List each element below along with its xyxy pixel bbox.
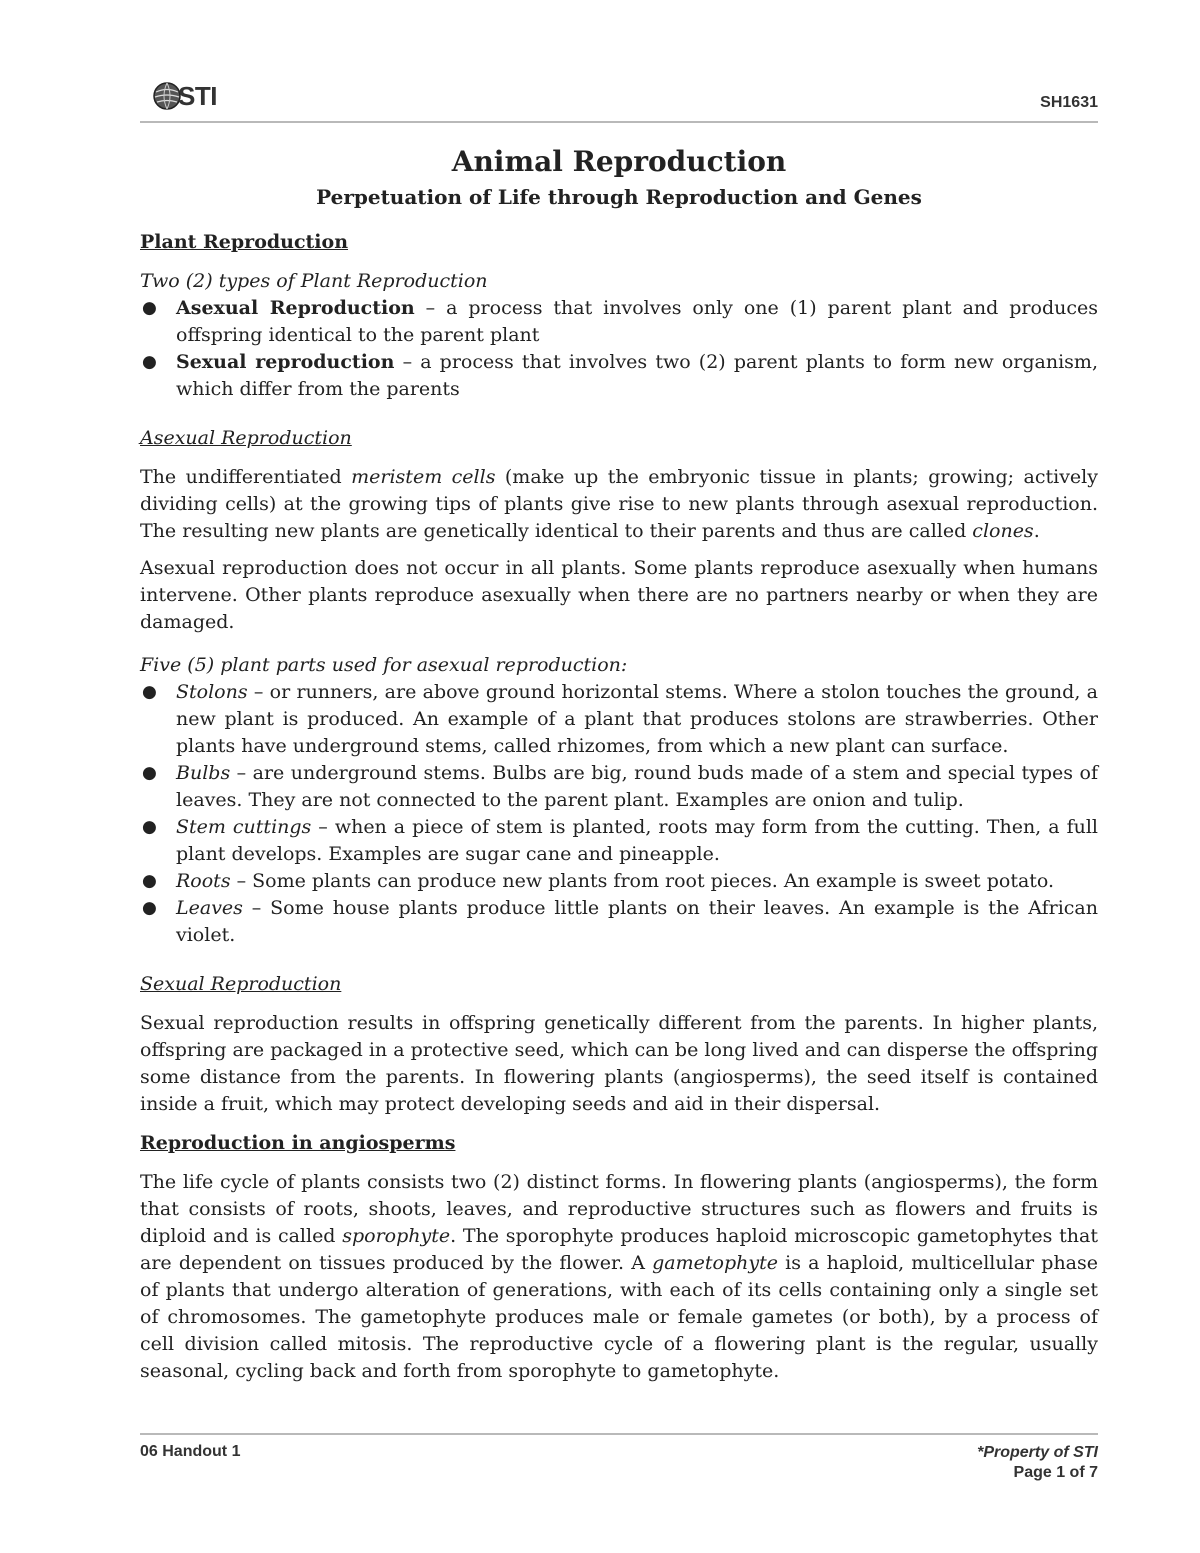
bullet-icon: ●: [142, 898, 157, 918]
bullet-icon: ●: [142, 763, 157, 783]
logo-text: STI: [178, 80, 217, 111]
asexual-paragraph-2: Asexual reproduction does not occur in all plants. Some plants reproduce asexually when humans intervene. Other plants reproduce asexually when there are no partners nearby or when they are damaged.: [140, 557, 1098, 633]
page-subtitle: Perpetuation of Life through Reproduction and Genes: [316, 185, 922, 209]
list-item: ● Stem cuttings – when a piece of stem is planted, roots may form from the cutting. Then, a full plant develops. Examples are sugar cane and pineapple.: [142, 816, 1098, 865]
section-heading-angiosperms: Reproduction in angiosperms: [140, 1132, 456, 1154]
bullet-icon: ●: [142, 682, 157, 702]
list-item: ● Leaves – Some house plants produce little plants on their leaves. An example is the African violet.: [142, 897, 1098, 946]
bullet-icon: ●: [142, 352, 157, 372]
footer-divider: [140, 1433, 1098, 1435]
page-number: Page 1 of 7: [1013, 1464, 1098, 1481]
bullet-icon: ●: [142, 817, 157, 837]
property-note: *Property of STI: [977, 1444, 1098, 1461]
parts-label: Five (5) plant parts used for asexual reproduction:: [140, 654, 628, 676]
document-code: SH1631: [1040, 94, 1098, 111]
page-title: Animal Reproduction: [451, 145, 787, 178]
bullet-icon: ●: [142, 871, 157, 891]
list-item: ● Asexual Reproduction – a process that involves only one (1) parent plant and produces offspring identical to the parent plant: [142, 297, 1098, 346]
angiosperms-paragraph: The life cycle of plants consists two (2) distinct forms. In flowering plants (angiosperms), the form that consists of roots, shoots, leaves, and reproductive structures such as flowers and fruits is diploid and is called sporophyte. The sporophyte produces haploid microscopic gametophytes that are dependent on tissues produced by the flower. A gametophyte is a haploid, multicellular phase of plants that undergo alteration of generations, with each of its cells containing only a single set of chromosomes. The gametophyte produces male or female gametes (or both), by a process of cell division called mitosis. The reproductive cycle of a flowering plant is the regular, usually seasonal, cycling back and forth from sporophyte to gametophyte.: [140, 1171, 1098, 1382]
document-body: [140, 138, 1098, 1385]
bullet-icon: ●: [142, 298, 157, 318]
sexual-paragraph: Sexual reproduction results in offspring genetically different from the parents. In higher plants, offspring are packaged in a protective seed, which can be long lived and can disperse the offspring some distance from the parents. In flowering plants (angiosperms), the seed itself is contained inside a fruit, which may protect developing seeds and aid in their dispersal.: [140, 1012, 1098, 1115]
list-item: ● Roots – Some plants can produce new plants from root pieces. An example is sweet potato.: [140, 868, 1098, 895]
section-heading-asexual: Asexual Reproduction: [140, 427, 352, 449]
handout-label: 06 Handout 1: [140, 1443, 241, 1460]
header-divider: [140, 121, 1098, 123]
types-list: [140, 295, 1098, 403]
list-item: ● Bulbs – are underground stems. Bulbs are big, round buds made of a stem and special types of leaves. They are not connected to the parent plant. Examples are onion and tulip.: [142, 762, 1098, 811]
section-heading-plant-reproduction: Plant Reproduction: [140, 231, 349, 253]
section-heading-sexual: Sexual Reproduction: [140, 973, 342, 995]
asexual-paragraph-1: The undifferentiated meristem cells (make up the embryonic tissue in plants; growing; actively dividing cells) at the growing tips of plants give rise to new plants through asexual reproduction. The resulting new plants are genetically identical to their parents and thus are called clones.: [140, 466, 1098, 542]
types-label: Two (2) types of Plant Reproduction: [140, 270, 488, 292]
footer-info: [977, 1443, 1098, 1483]
list-item: ● Sexual reproduction – a process that involves two (2) parent plants to form new organism, which differ from the parents: [142, 351, 1098, 400]
list-item: ● Stolons – or runners, are above ground horizontal stems. Where a stolon touches the ground, a new plant is produced. An example of a plant that produces stolons are strawberries. Other plants have underground stems, called rhizomes, from which a new plant can surface.: [142, 681, 1098, 757]
page-header: [140, 78, 1098, 120]
sti-logo: [152, 78, 217, 114]
parts-list: [140, 679, 1098, 949]
